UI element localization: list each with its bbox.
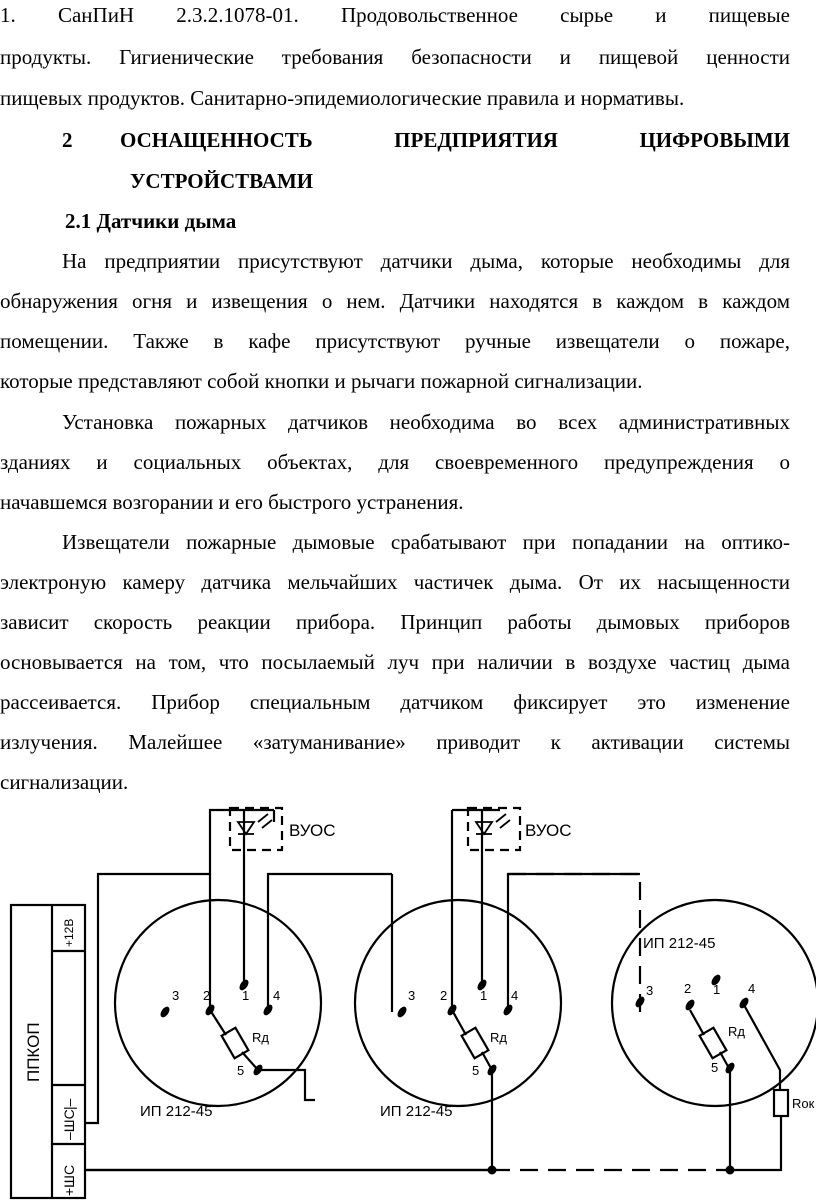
terminal-dots bbox=[159, 973, 751, 1174]
paragraph-3-line-2: электроную камеру датчика мельчайших частичек дыма. От их насыщенности bbox=[0, 570, 790, 594]
led-label-2: ВУОС bbox=[525, 821, 572, 840]
section-heading-line-2: УСТРОЙСТВАМИ bbox=[130, 169, 314, 193]
paragraph-3-line-7: сигнализации. bbox=[0, 770, 129, 794]
panel-terminal-loop-minus: –ШС bbox=[61, 1109, 77, 1140]
wire-dashed-top bbox=[508, 874, 640, 1012]
pin-label: 2 bbox=[203, 988, 211, 1003]
section-number: 2 bbox=[62, 128, 73, 152]
paragraph-1-line-4: которые представляют собой кнопки и рычаги пожарной сигнализации. bbox=[0, 369, 643, 393]
paragraph-3-line-3: зависит скорость реакции прибора. Принцип работы дымовых приборов bbox=[0, 610, 790, 634]
reference-item-line-1: 1. СанПиН 2.3.2.1078-01. Продовольственное сырье и пищевые bbox=[0, 3, 790, 27]
pin-label: 4 bbox=[511, 988, 519, 1003]
led-icon bbox=[238, 814, 510, 834]
reference-item-line-3: пищевых продуктов. Санитарно-эпидемиологические правила и нормативы. bbox=[0, 86, 685, 110]
wire-loop-minus bbox=[85, 810, 274, 1123]
led-label-1: ВУОС bbox=[289, 821, 336, 840]
resistor-label-3: Rд bbox=[728, 1024, 745, 1039]
detector-3-label: ИП 212-45 bbox=[643, 935, 716, 952]
resistor-label-1: Rд bbox=[252, 1030, 269, 1045]
pin-label: 2 bbox=[440, 988, 448, 1003]
paragraph-3-line-4: основывается на том, что посылаемый луч при наличии в воздухе частиц дыма bbox=[0, 650, 790, 674]
pin-label: 1 bbox=[713, 982, 721, 997]
paragraph-1-line-1: На предприятии присутствуют датчики дыма, которые необходимы для bbox=[62, 249, 790, 273]
paragraph-2-line-2: зданиях и социальных объектах, для своевременного предупреждения о bbox=[0, 450, 790, 474]
panel-terminal-loop-plus: +ШС bbox=[61, 1164, 77, 1196]
panel-terminal-12v: +12В bbox=[62, 918, 76, 947]
paragraph-3-line-1: Извещатели пожарные дымовые срабатывают при попадании на оптико- bbox=[62, 530, 790, 554]
panel-terminal-minus: |– bbox=[61, 1098, 77, 1110]
paragraph-2-line-3: начавшемся возгорании и его быстрого устранения. bbox=[0, 490, 464, 514]
pin-label: 1 bbox=[480, 988, 488, 1003]
pin-label: 3 bbox=[172, 988, 180, 1003]
paragraph-1-line-3: помещении. Также в кафе присутствуют ручные извещатели о пожаре, bbox=[0, 329, 790, 353]
paragraph-3-line-6: излучения. Малейшее «затуманивание» приводит к активации системы bbox=[0, 730, 790, 754]
pin-label: 5 bbox=[237, 1063, 245, 1078]
control-panel bbox=[11, 905, 85, 1198]
paragraph-1-line-2: обнаружения огня и извещения о нем. Датчики находятся в каждом в каждом bbox=[0, 289, 790, 313]
resistor-label-2: Rд bbox=[490, 1030, 507, 1045]
pin-label: 5 bbox=[472, 1063, 480, 1078]
pin-label: 3 bbox=[646, 983, 654, 998]
detector-2-label: ИП 212-45 bbox=[380, 1103, 453, 1120]
detector-1-label: ИП 212-45 bbox=[140, 1103, 213, 1120]
reference-item-line-2: продукты. Гигиенические требования безопасности и пищевой ценности bbox=[0, 45, 790, 69]
pin-label: 2 bbox=[684, 981, 692, 996]
pin-label: 4 bbox=[748, 981, 756, 996]
pin-label: 3 bbox=[408, 988, 416, 1003]
panel-name: ППКОП bbox=[24, 1022, 43, 1082]
detector-1 bbox=[98, 808, 392, 1106]
section-heading-line-1: ОСНАЩЕННОСТЬ ПРЕДПРИЯТИЯ ЦИФРОВЫМИ bbox=[120, 128, 790, 152]
end-resistor-label: Rок bbox=[792, 1096, 815, 1111]
pin-label: 4 bbox=[273, 988, 281, 1003]
pin-label: 5 bbox=[711, 1060, 719, 1075]
paragraph-2-line-1: Установка пожарных датчиков необходима во всех административных bbox=[62, 410, 790, 434]
paragraph-3-line-5: рассеивается. Прибор специальным датчиком фиксирует это изменение bbox=[0, 690, 790, 714]
subsection-heading: 2.1 Датчики дыма bbox=[65, 209, 237, 233]
pin-label: 1 bbox=[242, 988, 250, 1003]
